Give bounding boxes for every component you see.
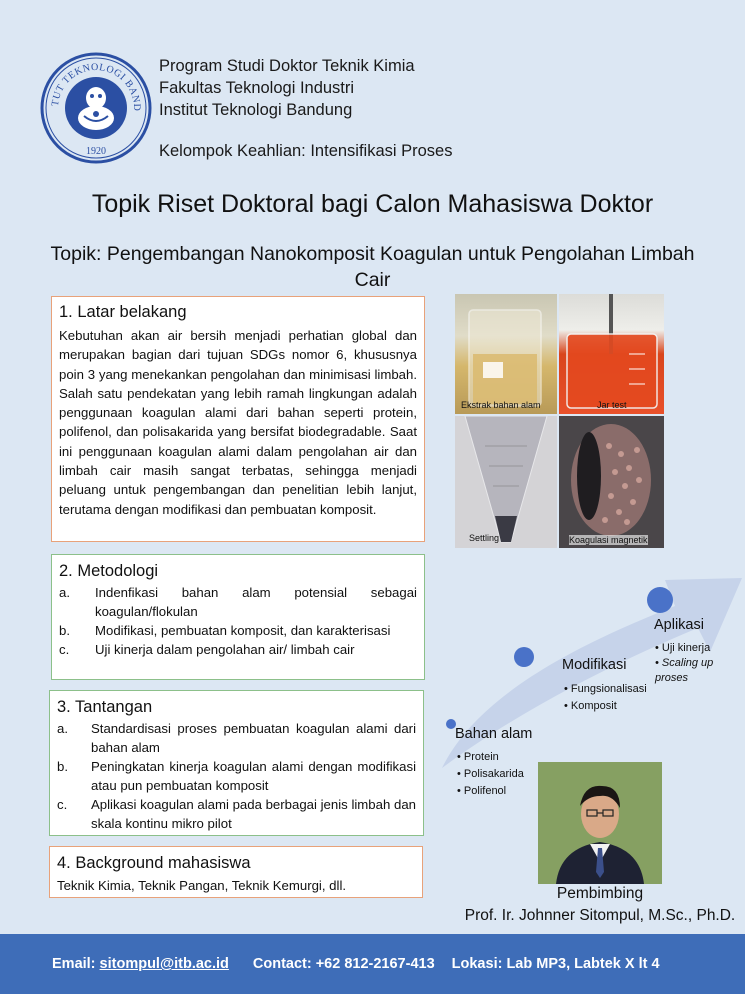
section-background-title: 1. Latar belakang [59,303,187,321]
supervisor-photo [538,762,662,884]
photo-magnetic-coagulation [559,416,664,548]
list-text: Aplikasi koagulan alami pada berbagai jenis limbah dan skala kontinu mikro pilot [91,797,416,831]
section-methodology-title: 2. Metodologi [59,562,159,580]
list-marker: c. [57,797,68,812]
stage-label-application: Aplikasi [654,617,704,633]
email-label: Email: [52,956,100,972]
list-marker: a. [59,585,70,600]
list-text: Standardisasi proses pembuatan koagulan alami dari bahan alam [91,721,416,755]
section-background-body: Kebutuhan akan air bersih menjadi perhatian global dan merupakan bagian dari tujuan SDGs nomor 6, khususnya poin 3 yang menekankan pengolahan dan minimisasi limbah. Salah satu pendekatan yang lebih ramah lingkungan adalah penggunaan koagulan alami dari bahan seperti protein, polifenol, dan polisakarida yang bersifat biodegradable. Saat ini penggunaan koagulan alami dalam pengolahan air dan limbah cair masih sangat terbatas, sehingga menjadi peluang untuk pengembangan dan penelitian lebih lanjut, terutama dengan modifikasi dan pembuatan komposit. [59,328,417,517]
list-marker: a. [57,721,68,736]
photo-settling [455,416,557,548]
logo-year: 1920 [86,146,106,157]
photo-natural-extract [455,294,557,414]
logo-arc-text: TUT TEKNOLOGI BAND [49,61,143,112]
section-student-background [49,846,423,898]
section-student-title: 4. Background mahasiswa [57,854,251,872]
email-link[interactable]: sitompul@itb.ac.id [99,956,229,972]
challenges-list [57,719,416,833]
stage-label-natural-material: Bahan alam [455,726,533,742]
stage-dot [514,647,534,667]
list-text: Modifikasi, pembuatan komposit, dan karakterisasi [95,623,391,638]
section-challenges [49,690,424,836]
list-item [57,795,416,833]
photo-caption: Ekstrak bahan alam [461,400,541,410]
supervisor-name: Prof. Ir. Johnner Sitompul, M.Sc., Ph.D. [464,907,736,924]
section-methodology [51,554,425,680]
methodology-list [59,583,417,659]
list-item: • Polisakarida [457,766,524,783]
list-text: Peningkatan kinerja koagulan alami dengan modifikasi atau pun pembuatan komposit [91,759,416,793]
list-item: • Fungsionalisasi [564,681,647,698]
list-item [59,621,417,640]
list-item: • Scaling up proses [655,656,735,686]
stage-dot [647,587,673,613]
photo-caption: Settling [469,533,500,543]
list-item [59,640,417,659]
section-background [51,296,425,542]
list-item [57,719,416,757]
contact-phone: Contact: +62 812-2167-413 [252,956,435,972]
stage-natural-material-bullets [457,749,524,800]
stage-modification-bullets [564,681,647,715]
photo-caption: Jar test [597,400,627,410]
stage-label-modification: Modifikasi [562,657,627,673]
list-marker: b. [57,759,68,774]
list-item: • Komposit [564,698,647,715]
list-marker: c. [59,642,70,657]
photo-jar-test [559,294,664,414]
faculty-name: Fakultas Teknologi Industri [159,79,355,97]
list-item [57,757,416,795]
expertise-group: Kelompok Keahlian: Intensifikasi Proses [159,142,453,160]
list-item: • Polifenol [457,783,524,800]
page-title: Topik Riset Doktoral bagi Calon Mahasiswa Doktor [91,190,654,218]
list-marker: b. [59,623,70,638]
lab-location: Lokasi: Lab MP3, Labtek X lt 4 [451,956,660,972]
footer-bar [0,934,745,994]
list-item: • Uji kinerja [655,641,735,656]
footer-contact-row [52,956,660,972]
section-challenges-title: 3. Tantangan [57,698,153,716]
stage-application-bullets [655,641,735,686]
supervisor-title: Pembimbing [556,885,644,902]
itb-logo [40,52,152,164]
photo-caption: Koagulasi magnetik [569,535,648,545]
topic-title: Topik: Pengembangan Nanokomposit Koagulan untuk Pengolahan Limbah Cair [50,243,695,291]
section-student-body: Teknik Kimia, Teknik Pangan, Teknik Kemurgi, dll. [57,878,347,893]
list-item: • Protein [457,749,524,766]
list-text: Uji kinerja dalam pengolahan air/ limbah cair [95,642,355,657]
institute-name: Institut Teknologi Bandung [159,101,353,119]
list-item [59,583,417,621]
list-text: Indenfikasi bahan alam potensial sebagai koagulan/flokulan [95,585,417,619]
program-name: Program Studi Doktor Teknik Kimia [159,57,415,75]
